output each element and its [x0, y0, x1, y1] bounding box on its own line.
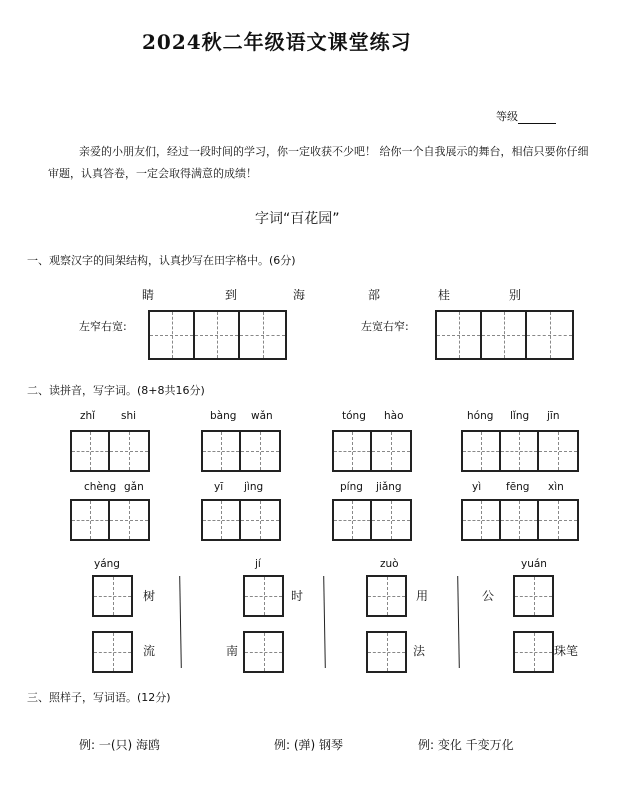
q2-grid[interactable] [201, 430, 281, 472]
writing-cell[interactable] [110, 432, 148, 470]
q2-grid[interactable] [461, 499, 579, 541]
q1-char: 睛 [142, 288, 155, 302]
pinyin: jìng [244, 481, 264, 493]
pinyin: zuò [380, 558, 399, 570]
writing-cell[interactable] [437, 312, 482, 358]
single-writing-box[interactable] [366, 575, 407, 617]
writing-cell[interactable] [241, 501, 279, 539]
q1-left-writing-grid[interactable] [148, 310, 287, 360]
compound-char: 公 [482, 589, 495, 603]
pinyin: jí [255, 558, 261, 570]
writing-cell[interactable] [527, 312, 572, 358]
grade-label: 等级 [496, 110, 518, 123]
writing-cell[interactable] [195, 312, 240, 358]
writing-cell[interactable] [245, 633, 282, 671]
pinyin: xìn [548, 481, 564, 493]
q2-grid[interactable] [461, 430, 579, 472]
q1-right-label: 左宽右窄: [361, 320, 409, 333]
pinyin: tóng [342, 410, 366, 422]
compound-char: 时 [291, 589, 304, 603]
question-2-heading: 二、读拼音，写字词。(8+8共16分) [27, 384, 205, 397]
compound-char: 法 [413, 644, 426, 658]
pinyin: píng [340, 481, 363, 493]
pinyin: yuán [521, 558, 547, 570]
writing-cell[interactable] [203, 432, 241, 470]
pinyin: chèng [84, 481, 117, 493]
compound-char: 流 [143, 644, 156, 658]
pinyin: gǎn [124, 481, 144, 493]
writing-cell[interactable] [110, 501, 148, 539]
example-2: 例: (弹) 钢琴 [274, 738, 344, 752]
pinyin: yī [214, 481, 224, 493]
intro-line-1: 亲爱的小朋友们，经过一段时间的学习，你一定收获不少吧！ 给你一个自我展示的舞台，相信只要你仔细 [79, 145, 589, 158]
single-writing-box[interactable] [243, 631, 284, 673]
pinyin: wǎn [251, 410, 273, 422]
writing-cell[interactable] [515, 577, 552, 615]
divider-line [323, 576, 326, 668]
writing-cell[interactable] [241, 432, 279, 470]
q1-char: 部 [368, 288, 381, 302]
writing-cell[interactable] [463, 501, 501, 539]
writing-cell[interactable] [150, 312, 195, 358]
pinyin: hóng [467, 410, 494, 422]
compound-char: 用 [416, 589, 429, 603]
pinyin: zhǐ [80, 410, 96, 422]
divider-line [179, 576, 182, 668]
writing-cell[interactable] [515, 633, 552, 671]
writing-cell[interactable] [501, 432, 539, 470]
q2-grid[interactable] [70, 430, 150, 472]
writing-cell[interactable] [368, 577, 405, 615]
writing-cell[interactable] [368, 633, 405, 671]
single-writing-box[interactable] [92, 575, 133, 617]
example-3: 例: 变化 千变万化 [418, 738, 514, 752]
writing-cell[interactable] [94, 577, 131, 615]
pinyin: hào [384, 410, 404, 422]
writing-cell[interactable] [72, 432, 110, 470]
q2-grid[interactable] [332, 499, 412, 541]
grade-field [496, 108, 556, 124]
single-writing-box[interactable] [92, 631, 133, 673]
writing-cell[interactable] [203, 501, 241, 539]
q2-grid[interactable] [201, 499, 281, 541]
q1-char: 到 [225, 288, 238, 302]
writing-cell[interactable] [94, 633, 131, 671]
single-writing-box[interactable] [243, 575, 284, 617]
q1-char: 海 [293, 288, 306, 302]
intro-line-2: 审题，认真答卷，一定会取得满意的成绩！ [48, 167, 257, 180]
pinyin: yì [472, 481, 482, 493]
pinyin: lǐng [510, 410, 530, 422]
q1-right-writing-grid[interactable] [435, 310, 574, 360]
pinyin: fēng [506, 481, 530, 493]
writing-cell[interactable] [539, 432, 577, 470]
writing-cell[interactable] [334, 501, 372, 539]
compound-char: 南 [226, 644, 239, 658]
writing-cell[interactable] [245, 577, 282, 615]
writing-cell[interactable] [334, 432, 372, 470]
q1-char: 别 [509, 288, 522, 302]
pinyin: jīn [547, 410, 560, 422]
writing-cell[interactable] [539, 501, 577, 539]
compound-char: 珠笔 [554, 644, 579, 658]
divider-line [457, 576, 460, 668]
single-writing-box[interactable] [513, 631, 554, 673]
question-3-heading: 三、照样子，写词语。(12分) [27, 691, 171, 704]
q1-left-label: 左窄右宽: [79, 320, 127, 333]
writing-cell[interactable] [372, 501, 410, 539]
pinyin: shi [121, 410, 137, 422]
q1-char: 桂 [438, 288, 451, 302]
page-title: 2024秋二年级语文课堂练习 [142, 30, 412, 54]
writing-cell[interactable] [372, 432, 410, 470]
single-writing-box[interactable] [366, 631, 407, 673]
writing-cell[interactable] [482, 312, 527, 358]
q2-grid[interactable] [70, 499, 150, 541]
writing-cell[interactable] [72, 501, 110, 539]
writing-cell[interactable] [501, 501, 539, 539]
pinyin: yáng [94, 558, 120, 570]
q2-grid[interactable] [332, 430, 412, 472]
writing-cell[interactable] [463, 432, 501, 470]
example-1: 例: 一(只) 海鸥 [79, 738, 161, 752]
writing-cell[interactable] [240, 312, 285, 358]
section-title: 字词“百花园” [255, 211, 340, 227]
grade-blank[interactable] [518, 112, 556, 124]
compound-char: 树 [143, 589, 156, 603]
pinyin: bàng [210, 410, 237, 422]
single-writing-box[interactable] [513, 575, 554, 617]
pinyin: jiǎng [376, 481, 402, 493]
question-1-heading: 一、观察汉字的间架结构，认真抄写在田字格中。(6分) [27, 254, 296, 267]
